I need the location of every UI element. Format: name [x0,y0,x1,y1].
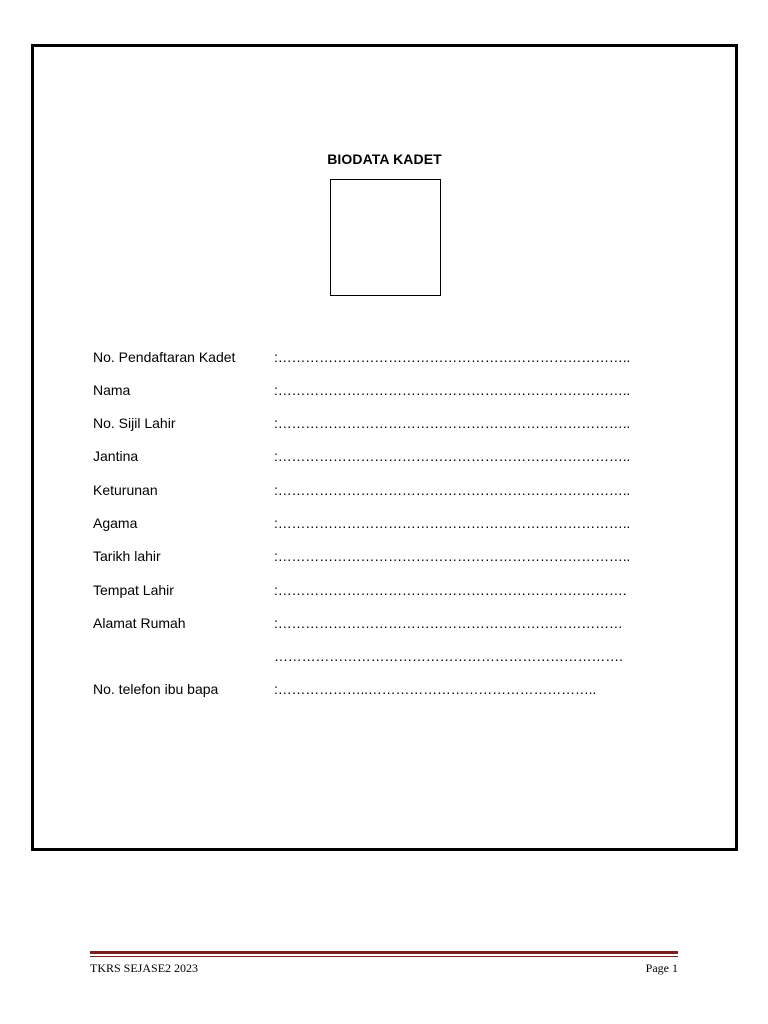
field-row-alamat-rumah [34,615,735,635]
field-label: Alamat Rumah [93,615,186,631]
field-value: :………………………………………………………………….. [274,482,631,498]
field-row-alamat-rumah-line-2 [34,648,735,668]
field-row-no-pendaftaran-kadet [34,349,735,369]
footer-left-text: TKRS SEJASE2 2023 [90,961,199,975]
field-label: No. Pendaftaran Kadet [93,349,236,365]
field-value: …………………………………………………………………. [274,648,623,664]
field-row-tarikh-lahir [34,548,735,568]
field-row-keturunan [34,482,735,502]
field-value: :………………………………………………………………….. [274,448,631,464]
photo-box [330,179,441,296]
field-label: No. Sijil Lahir [93,415,176,431]
field-row-tempat-lahir [34,582,735,602]
field-label: Nama [93,382,131,398]
field-value: :…………………………………………………………………. [274,582,627,598]
field-value: :………………………………………………………………….. [274,382,631,398]
field-label: Tempat Lahir [93,582,174,598]
field-value: :………………..………………………………………….. [274,681,597,697]
field-row-agama [34,515,735,535]
footer-page-number: Page 1 [645,961,678,975]
field-label: Jantina [93,448,139,464]
field-value: :………………………………………………………………….. [274,515,631,531]
field-label: No. telefon ibu bapa [93,681,219,697]
field-value: :………………………………………………………………….. [274,548,631,564]
field-row-no-sijil-lahir [34,415,735,435]
field-row-nama [34,382,735,402]
field-label: Keturunan [93,482,158,498]
form-title: BIODATA KADET [327,151,442,167]
field-label: Tarikh lahir [93,548,161,564]
field-label: Agama [93,515,138,531]
field-row-no-telefon-ibu-bapa [34,681,735,701]
field-value: :………………………………………………………………… [274,615,623,631]
form-frame [31,44,738,851]
field-value: :………………………………………………………………….. [274,349,631,365]
field-row-jantina [34,448,735,468]
footer-rule-thin [90,956,678,957]
footer-rule-thick [90,951,678,954]
field-value: :………………………………………………………………….. [274,415,631,431]
